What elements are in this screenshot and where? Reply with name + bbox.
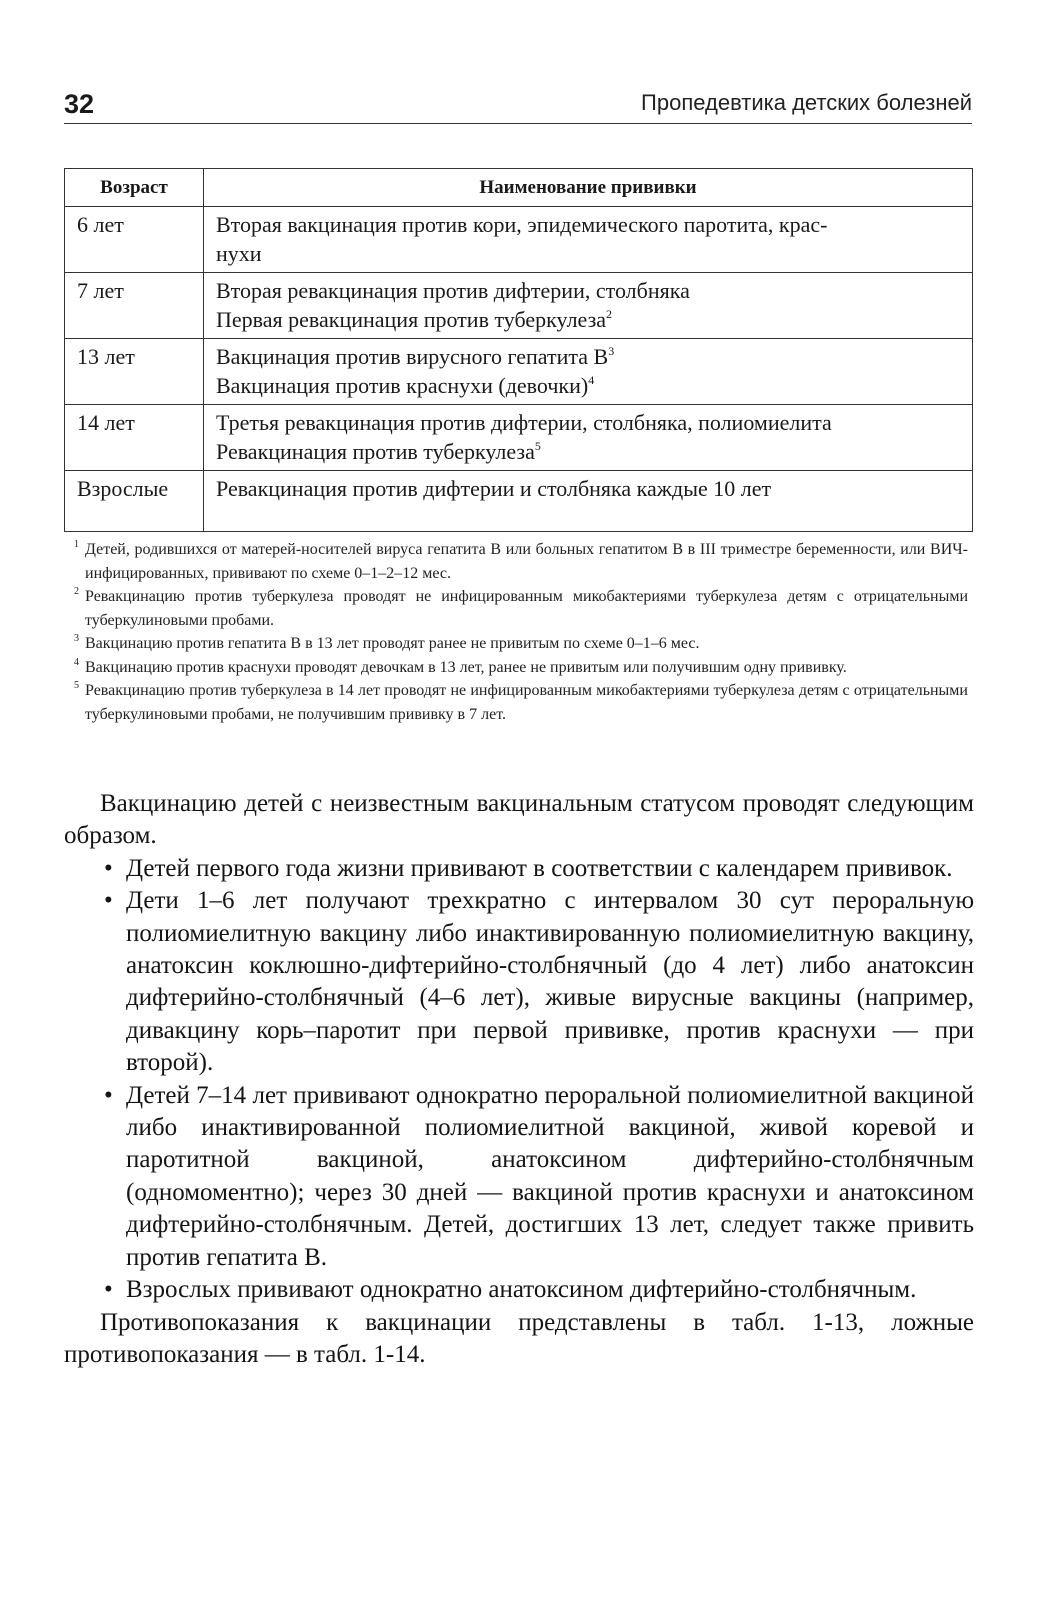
footnote-text: Ревакцинацию против туберкулеза проводят не инфицированным микобактериями туберкулеза детям с отрицательными туберкулиновыми пробами. — [85, 588, 968, 629]
intro-paragraph: Вакцинацию детей с неизвестным вакцинальным статусом проводят следующим образом. — [64, 790, 974, 850]
footnote-ref: 3 — [608, 344, 615, 358]
vaccine-line-text: Ревакцинация против туберкулеза — [216, 439, 535, 464]
footnote-text: Ревакцинацию против туберкулеза в 14 лет проводят не инфицированным микобактериями туберкулеза детям с отрицательными туберкулиновыми пробами, не получившим прививку в 7 лет. — [85, 682, 968, 723]
age-cell: 13 лет — [65, 339, 204, 405]
list-item-text: Дети 1–6 лет получают трехкратно с интервалом 30 сут пероральную полиомиелитную вакцину либо инактивированную полиомиелитную вакцину, анатоксин коклюшно-дифтерийно-столбнячный (до 4 лет) либо анатоксин дифтерийно-столбнячный (4–6 лет), живые вирусные вакцины (например, дивакцину корь–паротит при первой прививке, против краснухи — при второй). — [126, 887, 974, 1077]
list-item — [64, 1274, 974, 1306]
table-row — [65, 471, 973, 532]
table-row — [65, 339, 973, 405]
column-header-vaccine: Наименование прививки — [204, 169, 973, 207]
page-number: 32 — [64, 89, 95, 119]
list-item — [64, 853, 974, 885]
list-item-text: Детей первого года жизни прививают в соответствии с календарем прививок. — [126, 854, 953, 882]
vaccine-cell — [204, 273, 973, 339]
list-item — [64, 1080, 974, 1274]
vaccine-line: нухи — [216, 241, 262, 266]
vaccination-schedule-table — [64, 168, 973, 532]
footnote-ref: 5 — [534, 439, 541, 453]
footnote-mark: 2 — [74, 586, 79, 597]
age-cell: Взрослые — [65, 471, 204, 532]
list-item-text: Детей 7–14 лет прививают однократно пероральной полиомиелитной вакциной либо инактивированной полиомиелитной вакциной, живой коревой и паротитной вакциной, анатоксином дифтерийно-столбнячным (одномоментно); через 30 дней — вакциной против краснухи и анатоксином дифтерийно-столбнячным. Детей, достигших 13 лет, следует также привить против гепатита В. — [126, 1081, 974, 1271]
bullet-icon: • — [104, 887, 113, 915]
vaccine-line-with-footnote — [216, 305, 960, 334]
age-cell: 7 лет — [65, 273, 204, 339]
table-row — [65, 207, 973, 273]
table-header-row — [65, 169, 973, 207]
footnote — [74, 585, 968, 632]
bullet-list — [64, 853, 974, 1307]
vaccine-line-with-footnote — [216, 371, 960, 400]
footnote-mark: 1 — [74, 539, 79, 550]
table-row — [65, 273, 973, 339]
footnote-text: Детей, родившихся от матерей-носителей вируса гепатита В или больных гепатитом В в III триместре беременности, или ВИЧ-инфицированных, прививают по схеме 0–1–2–12 мес. — [85, 541, 968, 582]
vaccine-line: Вторая ревакцинация против дифтерии, столбняка — [216, 278, 690, 303]
footnote — [74, 656, 968, 680]
footnote-mark: 4 — [74, 656, 79, 668]
footnote-ref: 2 — [606, 307, 613, 321]
closing-paragraph: Противопоказания к вакцинации представлены в табл. 1-13, ложные противопоказания — в табл. 1-14. — [64, 1308, 974, 1368]
footnote-mark: 3 — [74, 633, 79, 644]
running-title: Пропедевтика детских болезней — [641, 90, 972, 115]
age-cell: 6 лет — [65, 207, 204, 273]
vaccine-line-text: Вакцинация против краснухи (девочки) — [216, 373, 589, 398]
footnote-mark: 5 — [74, 680, 79, 691]
vaccine-line: Ревакцинация против дифтерии и столбняка каждые 10 лет — [216, 476, 772, 501]
vaccine-line-text: Первая ревакцинация против туберкулеза — [216, 307, 607, 332]
vaccine-cell — [204, 207, 973, 273]
vaccine-line: Третья ревакцинация против дифтерии, столбняка, полиомиелита — [216, 410, 832, 435]
vaccine-cell — [204, 471, 973, 532]
table-row — [65, 405, 973, 471]
bullet-icon: • — [104, 1081, 113, 1109]
column-header-age: Возраст — [65, 169, 204, 207]
vaccine-cell — [204, 405, 973, 471]
list-item — [64, 885, 974, 1079]
vaccine-line-text: Вакцинация против вирусного гепатита В — [216, 344, 609, 369]
body-text — [64, 788, 974, 1371]
vaccine-line: Вторая вакцинация против кори, эпидемического паротита, крас- — [216, 212, 828, 237]
footnote-text: Вакцинацию против гепатита В в 13 лет проводят ранее не привитым по схеме 0–1–6 мес. — [85, 635, 700, 652]
footnote-ref: 4 — [588, 373, 595, 387]
footnote — [74, 632, 968, 656]
list-item-text: Взрослых прививают однократно анатоксином дифтерийно-столбнячным. — [126, 1276, 917, 1304]
vaccine-line-with-footnote — [216, 437, 960, 466]
footnote — [74, 538, 968, 585]
vaccine-cell — [204, 339, 973, 405]
footnote-text: Вакцинацию против краснухи проводят девочкам в 13 лет, ранее не привитым или получившим одну прививку. — [85, 658, 847, 676]
bullet-icon: • — [104, 854, 113, 882]
bullet-icon: • — [104, 1276, 113, 1304]
age-cell: 14 лет — [65, 405, 204, 471]
table-footnotes — [74, 538, 968, 726]
header-rule — [64, 123, 972, 124]
footnote — [74, 679, 968, 726]
vaccine-line-with-footnote — [216, 342, 960, 371]
